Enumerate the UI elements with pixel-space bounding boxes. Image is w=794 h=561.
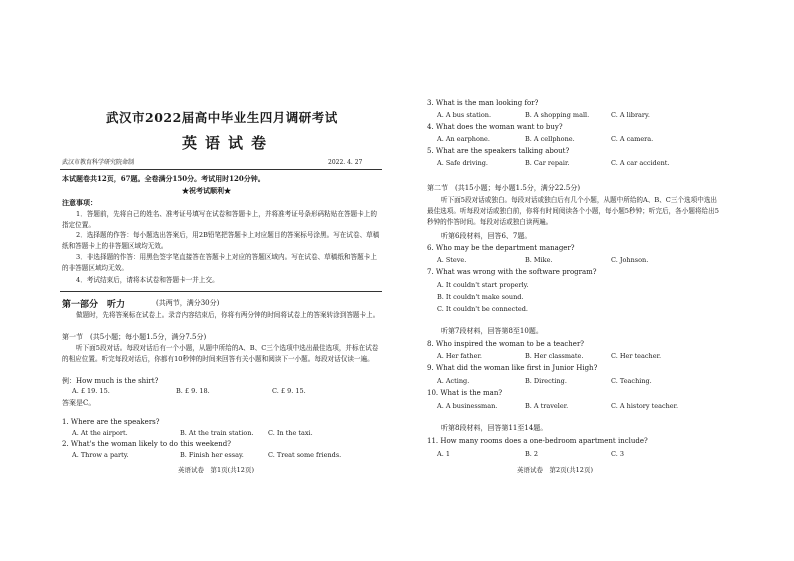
section2-intro: 听下面5段对话或独白。每段对话或独白后有几个小题，从题中所给的A、B、C三个选项中选出最佳选项。听每段对话或独白前，你将有时间阅读各个小题，每小题5秒钟；听完后，各小题将给出5秒钟的作答时间。每段对话或独白读两遍。: [427, 196, 719, 226]
exam-title: 武汉市2022届高中毕业生四月调研考试: [106, 110, 338, 125]
q7-option-b: B. It couldn't make sound.: [437, 293, 524, 301]
question-4: 4. What does the woman want to buy?: [427, 123, 563, 131]
question-3: 3. What is the man looking for?: [427, 99, 539, 107]
q8-option-c: C. Her teacher.: [611, 352, 662, 360]
question-9: 9. What did the woman like first in Junior High?: [427, 364, 598, 372]
q4-option-a: A. An earphone.: [437, 135, 490, 143]
section1-intro: 听下面5段对话。每段对话后有一个小题，从题中所给的A、B、C三个选项中选出最佳选项，并标在试卷的相应位置。听完每段对话后，你都有10秒钟的时间来回答有关小题和阅读下一小题。每段对话仅读一遍。: [62, 344, 379, 363]
material-7: 听第7段材料，回答第8至10题。: [441, 327, 543, 335]
q5-option-b: B. Car repair.: [525, 159, 570, 167]
section1-heading: 第一节 (共5小题；每小题1.5分，满分7.5分): [62, 333, 207, 341]
header-divider: [60, 169, 382, 170]
q4-option-c: C. A camera.: [611, 135, 654, 143]
question-8: 8. Who inspired the woman to be a teacher?: [427, 340, 585, 348]
note-1: 1．答题前，先将自己的姓名、准考证号填写在试卷和答题卡上，并将准考证号条形码粘贴在答题卡上的指定位置。: [62, 210, 377, 229]
question-1: 1. Where are the speakers?: [62, 418, 160, 426]
question-7: 7. What was wrong with the software program?: [427, 268, 597, 276]
q2-option-b: B. Finish her essay.: [180, 451, 244, 459]
q9-option-b: B. Directing.: [525, 377, 567, 385]
q3-option-a: A. A bus station.: [437, 111, 492, 119]
note-4: 4．考试结束后，请将本试卷和答题卡一并上交。: [76, 276, 219, 284]
q9-option-c: C. Teaching.: [611, 377, 652, 385]
q7-option-c: C. It couldn't be connected.: [437, 305, 528, 313]
example-option-a: A. £ 19. 15.: [72, 387, 110, 395]
q2-option-a: A. Throw a party.: [72, 451, 129, 459]
part1-intro: 做题时，先将答案标在试卷上。录音内容结束后，你将有两分钟的时间将试卷上的答案转涂到答题卡上。: [76, 311, 380, 319]
section2-heading: 第二节 (共15小题；每小题1.5分，满分22.5分): [427, 184, 581, 192]
part1-meta: (共两节，满分30分): [156, 299, 220, 307]
q6-option-a: A. Steve.: [437, 256, 467, 264]
example-option-c: C. £ 9. 15.: [272, 387, 306, 395]
note-3: 3．非选择题的作答：用黑色签字笔直接答在答题卡上对应的答题区域内。写在试卷、草稿纸和答题卡上的非答题区域均无效。: [62, 253, 377, 272]
q11-option-c: C. 3: [611, 450, 625, 458]
q10-option-a: A. A businessman.: [437, 402, 498, 410]
q10-option-c: C. A history teacher.: [611, 402, 679, 410]
example-question: 例：How much is the shirt?: [62, 377, 159, 385]
q6-option-c: C. Johnson.: [611, 256, 649, 264]
q4-option-b: B. A cellphone.: [525, 135, 575, 143]
q3-option-b: B. A shopping mall.: [525, 111, 590, 119]
question-2: 2. What's the woman likely to do this weekend?: [62, 440, 232, 448]
q5-option-a: A. Safe driving.: [437, 159, 488, 167]
good-luck: ★祝考试顺利★: [182, 186, 231, 195]
q6-option-b: B. Mike.: [525, 256, 553, 264]
example-answer: 答案是C。: [62, 399, 96, 407]
question-5: 5. What are the speakers talking about?: [427, 147, 570, 155]
q8-option-a: A. Her father.: [437, 352, 482, 360]
page-footer-1: 英语试卷 第1页(共12页): [178, 466, 254, 474]
exam-subject: 英语试卷: [182, 134, 275, 152]
exam-date: 2022. 4. 27: [328, 159, 363, 166]
q1-option-a: A. At the airport.: [72, 429, 128, 437]
q9-option-a: A. Acting.: [437, 377, 470, 385]
q1-option-c: C. In the taxi.: [268, 429, 313, 437]
q8-option-b: B. Her classmate.: [525, 352, 584, 360]
question-10: 10. What is the man?: [427, 389, 503, 397]
example-option-b: B. £ 9. 18.: [176, 387, 210, 395]
exam-page-2: [425, 0, 725, 561]
q2-option-c: C. Treat some friends.: [268, 451, 342, 459]
issuer: 武汉市教育科学研究院命制: [62, 159, 135, 166]
q10-option-b: B. A traveler.: [525, 402, 569, 410]
q7-option-a: A. It couldn't start properly.: [437, 281, 529, 289]
exam-info: 本试题卷共12页，67题。全卷满分150分。考试用时120分钟。: [62, 174, 265, 183]
note-2: 2．选择题的作答：每小题选出答案后，用2B铅笔把答题卡上对应题目的答案标号涂黑。写在试卷、草稿纸和答题卡上的非答题区域均无效。: [62, 231, 380, 250]
q5-option-c: C. A car accident.: [611, 159, 670, 167]
q11-option-b: B. 2: [525, 450, 539, 458]
notes-divider: [60, 291, 382, 292]
material-8: 听第8段材料，回答第11至14题。: [441, 424, 548, 432]
page-footer-2: 英语试卷 第2页(共12页): [517, 466, 593, 474]
q11-option-a: A. 1: [437, 450, 450, 458]
question-11: 11. How many rooms does a one-bedroom apartment include?: [427, 437, 648, 445]
q3-option-c: C. A library.: [611, 111, 650, 119]
exam-page-1: [60, 0, 382, 561]
notes-title: 注意事项：: [62, 198, 97, 207]
question-6: 6. Who may be the department manager?: [427, 244, 575, 252]
part1-heading: 第一部分 听力: [62, 300, 126, 310]
q1-option-b: B. At the train station.: [180, 429, 254, 437]
material-6: 听第6段材料，回答6、7题。: [441, 232, 532, 240]
